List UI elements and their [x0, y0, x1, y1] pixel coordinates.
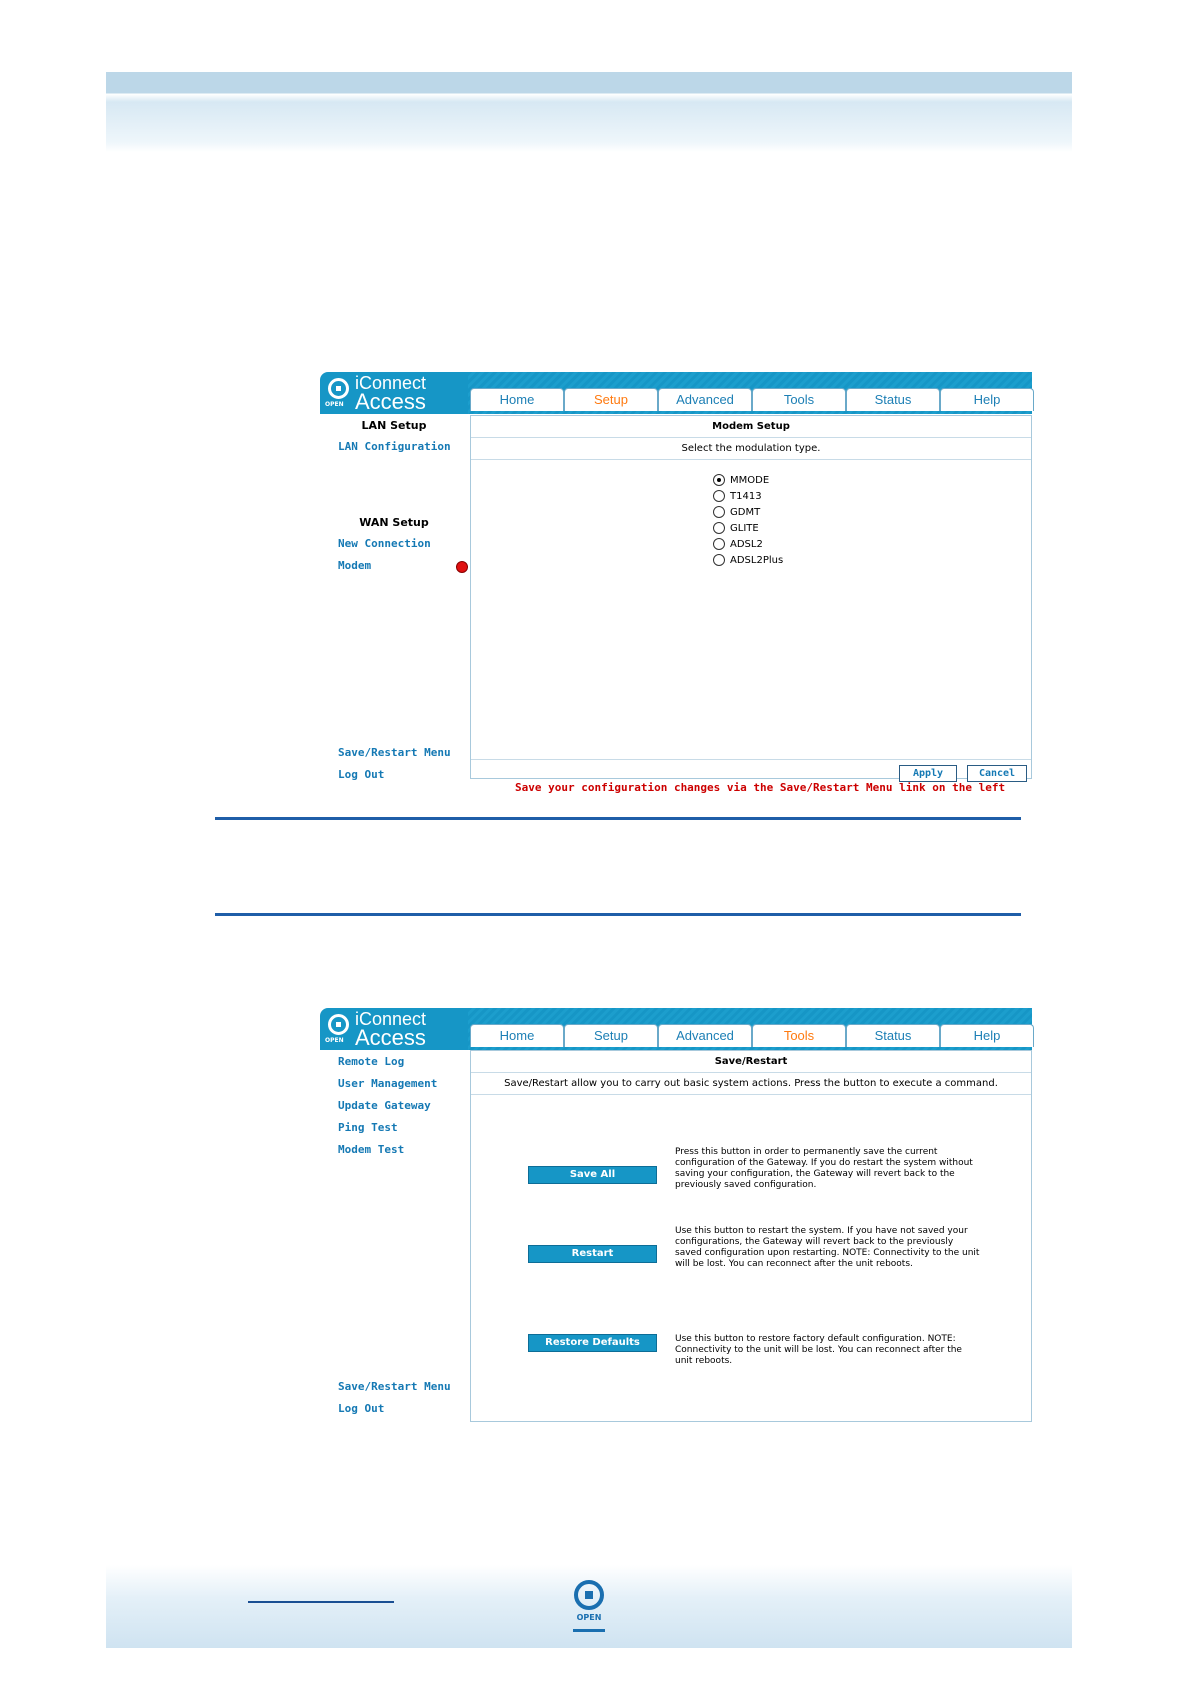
- tab-home[interactable]: Home: [470, 388, 564, 411]
- panel-footer-divider: [471, 759, 1031, 760]
- radio-unchecked-icon[interactable]: [713, 506, 725, 518]
- save-all-button[interactable]: Save All: [528, 1166, 657, 1184]
- restart-description: Use this button to restart the system. If you have not saved your configurations, the Gateway will revert back to the previously saved configuration upon restarting. NOTE: Connectivity to the unit will be lost. You can reconnect after the unit reboots.: [675, 1226, 980, 1269]
- radio-option-gdmt[interactable]: [713, 505, 760, 521]
- panel-title: Modem Setup: [471, 416, 1031, 438]
- logo-open-text: OPEN: [325, 401, 344, 408]
- tab-help[interactable]: Help: [940, 1024, 1034, 1047]
- panel-title: Save/Restart: [471, 1051, 1031, 1073]
- footer-link-underline: [248, 1601, 394, 1603]
- apply-button[interactable]: Apply: [899, 765, 957, 782]
- radio-unchecked-icon[interactable]: [713, 538, 725, 550]
- modem-setup-panel: [470, 415, 1032, 779]
- sidebar-header-lan-setup: LAN Setup: [361, 419, 427, 432]
- logo-open-text: OPEN: [325, 1037, 344, 1044]
- iconnect-access-logo: [320, 1008, 468, 1050]
- footer-logo-text: OPEN: [576, 1613, 602, 1622]
- sidebar-item-ping-test[interactable]: Ping Test: [338, 1121, 398, 1134]
- section-divider-bottom: [215, 913, 1021, 916]
- panel-description: Select the modulation type.: [471, 438, 1031, 460]
- tab-advanced[interactable]: Advanced: [658, 388, 752, 411]
- tab-setup[interactable]: Setup: [564, 1024, 658, 1047]
- save-restart-screenshot: [320, 1008, 1032, 1424]
- section-divider-top: [215, 817, 1021, 820]
- sidebar-item-lan-configuration[interactable]: LAN Configuration: [338, 440, 451, 453]
- radio-option-t1413[interactable]: [713, 489, 762, 505]
- radio-label: ADSL2: [730, 539, 763, 550]
- sidebar-item-new-connection[interactable]: New Connection: [338, 537, 431, 550]
- save-restart-panel: [470, 1050, 1032, 1422]
- radio-option-adsl2plus[interactable]: [713, 553, 783, 569]
- restore-defaults-button[interactable]: Restore Defaults: [528, 1334, 657, 1352]
- sidebar-item-log-out[interactable]: Log Out: [338, 768, 385, 781]
- sidebar-item-modem-test[interactable]: Modem Test: [338, 1143, 405, 1156]
- radio-option-glite[interactable]: [713, 521, 759, 537]
- modem-setup-screenshot: [320, 372, 1032, 804]
- sidebar-item-user-management[interactable]: User Management: [338, 1077, 438, 1090]
- radio-unchecked-icon[interactable]: [713, 554, 725, 566]
- sidebar-item-modem[interactable]: Modem: [338, 559, 372, 572]
- sidebar-item-save-restart-menu[interactable]: Save/Restart Menu: [338, 1380, 451, 1393]
- radio-option-mmode[interactable]: [713, 473, 769, 489]
- sidebar-item-update-gateway[interactable]: Update Gateway: [338, 1099, 431, 1112]
- sidebar-item-save-restart-menu[interactable]: Save/Restart Menu: [338, 746, 451, 759]
- radio-checked-icon[interactable]: [713, 474, 725, 486]
- page-header-band: [106, 72, 1072, 152]
- logo-iconnect-text: iConnect: [355, 1009, 427, 1029]
- radio-label: MMODE: [730, 475, 770, 486]
- page-footer-band: [106, 1565, 1072, 1648]
- cancel-button[interactable]: Cancel: [967, 765, 1027, 782]
- radio-option-adsl2[interactable]: [713, 537, 763, 553]
- sidebar-item-remote-log[interactable]: Remote Log: [338, 1055, 405, 1068]
- tab-advanced[interactable]: Advanced: [658, 1024, 752, 1047]
- radio-label: GDMT: [730, 507, 761, 518]
- tab-status[interactable]: Status: [846, 388, 940, 411]
- radio-label: T1413: [730, 491, 762, 502]
- radio-label: ADSL2Plus: [730, 555, 784, 566]
- panel-description: Save/Restart allow you to carry out basic system actions. Press the button to execute a command.: [471, 1073, 1031, 1095]
- logo-iconnect-text: iConnect: [355, 373, 427, 393]
- tab-tools[interactable]: Tools: [752, 388, 846, 411]
- radio-unchecked-icon[interactable]: [713, 490, 725, 502]
- tab-home[interactable]: Home: [470, 1024, 564, 1047]
- tab-tools[interactable]: Tools: [752, 1024, 846, 1047]
- save-all-description: Press this button in order to permanently save the current configuration of the Gateway. If you do restart the system without saving your configuration, the Gateway will revert back to the previously saved configuration.: [675, 1147, 973, 1190]
- logo-access-text: Access: [355, 1025, 426, 1050]
- nav-tabbar: [468, 1008, 1032, 1050]
- sidebar-header-wan-setup: WAN Setup: [359, 516, 429, 529]
- current-page-indicator-icon: [456, 561, 468, 573]
- nav-tabbar: [468, 372, 1032, 414]
- logo-access-text: Access: [355, 389, 426, 414]
- open-ring-icon: [328, 378, 349, 399]
- tab-setup[interactable]: Setup: [564, 388, 658, 411]
- iconnect-access-logo: [320, 372, 468, 414]
- tab-help[interactable]: Help: [940, 388, 1034, 411]
- radio-unchecked-icon[interactable]: [713, 522, 725, 534]
- radio-label: GLITE: [730, 523, 759, 534]
- restore-defaults-description: Use this button to restore factory default configuration. NOTE: Connectivity to the unit will be lost. You can reconnect after the unit reboots.: [675, 1334, 962, 1366]
- sidebar-item-log-out[interactable]: Log Out: [338, 1402, 385, 1415]
- tab-status[interactable]: Status: [846, 1024, 940, 1047]
- open-ring-icon: [328, 1014, 349, 1035]
- open-logo-icon: [571, 1579, 607, 1635]
- save-warning-text: Save your configuration changes via the Save/Restart Menu link on the left: [515, 781, 1006, 794]
- restart-button[interactable]: Restart: [528, 1245, 657, 1263]
